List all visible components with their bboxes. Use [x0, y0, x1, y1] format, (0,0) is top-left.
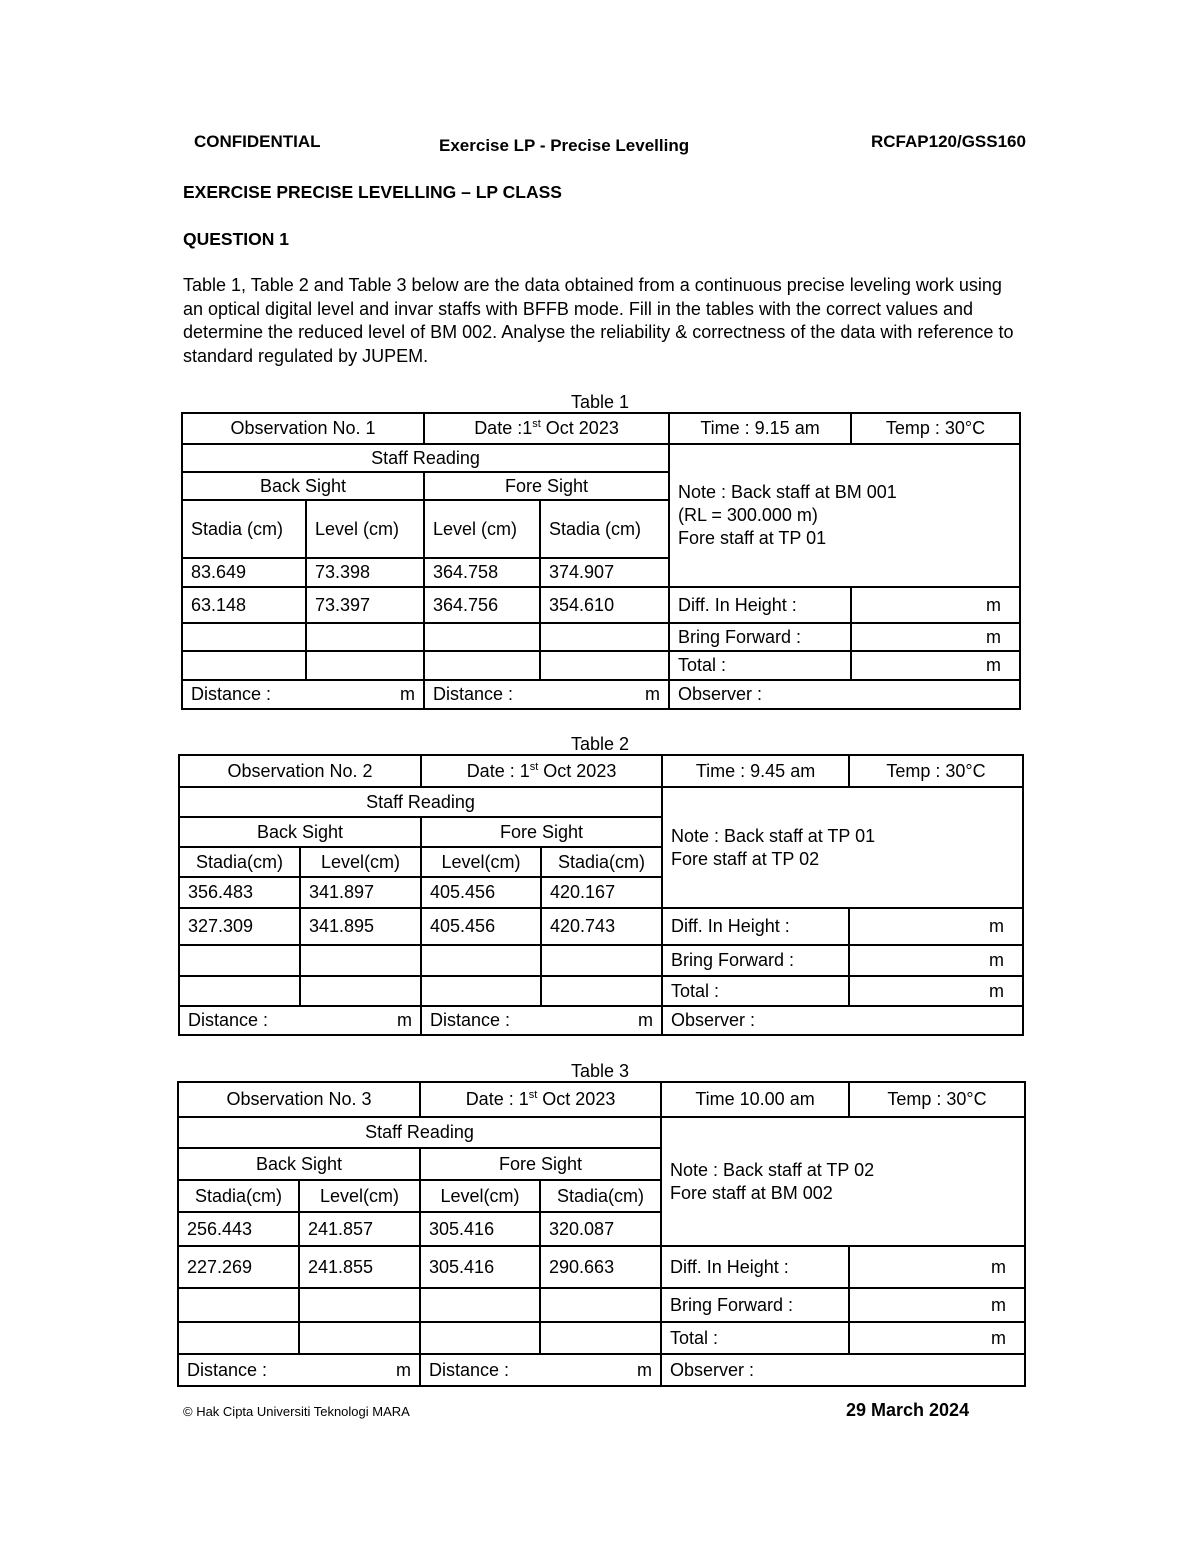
data-cell: 420.167 [541, 877, 662, 908]
note-line: Fore staff at TP 01 [678, 528, 827, 548]
empty-cell[interactable] [179, 976, 300, 1006]
data-cell: 420.743 [541, 908, 662, 945]
data-cell: 305.416 [420, 1246, 540, 1288]
bring-forward-label: Bring Forward : [661, 1288, 849, 1322]
data-cell: 354.610 [540, 587, 669, 623]
back-sight-header: Back Sight [179, 817, 421, 847]
back-distance-field[interactable]: Distance : m [178, 1354, 420, 1386]
table-row [179, 908, 1023, 945]
empty-cell[interactable] [306, 651, 424, 680]
fore-sight-header: Fore Sight [420, 1148, 661, 1180]
observer-field[interactable]: Observer : [661, 1354, 1025, 1386]
back-sight-header: Back Sight [182, 472, 424, 500]
observation-number: Observation No. 1 [182, 413, 424, 444]
empty-cell[interactable] [421, 976, 541, 1006]
table-3 [177, 1081, 1026, 1387]
empty-cell[interactable] [179, 945, 300, 976]
column-header: Level(cm) [421, 847, 541, 877]
empty-cell[interactable] [424, 623, 540, 651]
observation-number: Observation No. 3 [178, 1082, 420, 1117]
diff-in-height-label: Diff. In Height : [661, 1246, 849, 1288]
note-cell [661, 1117, 1025, 1246]
data-cell: 305.416 [420, 1212, 540, 1246]
column-header: Stadia (cm) [540, 500, 669, 558]
observation-time: Time 10.00 am [661, 1082, 849, 1117]
observation-time: Time : 9.45 am [662, 755, 849, 787]
data-cell: 364.756 [424, 587, 540, 623]
note-line: Note : Back staff at TP 01 [671, 825, 876, 846]
data-cell: 364.758 [424, 558, 540, 587]
table-1-caption: Table 1 [570, 392, 630, 412]
back-distance-field[interactable]: Distance : m [182, 680, 424, 709]
table-row [178, 1246, 1025, 1288]
table-2-caption: Table 2 [570, 734, 630, 754]
fore-distance-field[interactable]: Distance : m [424, 680, 669, 709]
data-cell: 241.857 [299, 1212, 420, 1246]
header-course-code: RCFAP120/GSS160 [871, 132, 1026, 151]
question-heading: QUESTION 1 [183, 229, 289, 249]
data-cell: 341.897 [300, 877, 421, 908]
total-label: Total : [669, 651, 851, 680]
empty-cell[interactable] [300, 976, 421, 1006]
empty-cell[interactable] [420, 1288, 540, 1322]
note-cell [662, 787, 1023, 908]
observation-temp: Temp : 30°C [849, 755, 1023, 787]
data-cell: 241.855 [299, 1246, 420, 1288]
observer-field[interactable]: Observer : [662, 1006, 1023, 1035]
bring-forward-field[interactable]: m [849, 1288, 1025, 1322]
empty-cell[interactable] [300, 945, 421, 976]
table-row [182, 587, 1020, 623]
diff-in-height-field[interactable]: m [849, 908, 1023, 945]
data-cell: 356.483 [179, 877, 300, 908]
empty-cell[interactable] [540, 1322, 661, 1354]
empty-cell[interactable] [299, 1288, 420, 1322]
data-cell: 320.087 [540, 1212, 661, 1246]
header-exercise-title: Exercise LP - Precise Levelling [439, 136, 690, 155]
column-header: Stadia(cm) [178, 1180, 299, 1212]
observation-number: Observation No. 2 [179, 755, 421, 787]
column-header: Level (cm) [306, 500, 424, 558]
note-line: (RL = 300.000 m) [678, 505, 818, 525]
data-cell: 63.148 [182, 587, 306, 623]
note-cell [669, 444, 1020, 587]
staff-reading-header: Staff Reading [179, 787, 662, 817]
empty-cell[interactable] [178, 1288, 299, 1322]
note-line: Fore staff at TP 02 [671, 848, 820, 869]
data-cell: 73.398 [306, 558, 424, 587]
data-cell: 405.456 [421, 877, 541, 908]
staff-reading-header: Staff Reading [182, 444, 669, 472]
fore-distance-field[interactable]: Distance : m [420, 1354, 661, 1386]
header-confidential: CONFIDENTIAL [194, 132, 321, 151]
empty-cell[interactable] [306, 623, 424, 651]
footer-date: 29 March 2024 [846, 1400, 970, 1420]
observation-temp: Temp : 30°C [851, 413, 1020, 444]
empty-cell[interactable] [540, 1288, 661, 1322]
column-header: Stadia (cm) [182, 500, 306, 558]
question-paragraph: Table 1, Table 2 and Table 3 below are the data obtained from a continuous precise leveling work using an optical digital level and invar staffs with BFFB mode. Fill in the tables with the correct values and determine the reduced level of BM 002. Analyse the reliability & correctness of the data with reference to standard regulated by JUPEM. [183, 275, 1014, 366]
column-header: Level(cm) [420, 1180, 540, 1212]
column-header: Stadia(cm) [541, 847, 662, 877]
empty-cell[interactable] [541, 945, 662, 976]
empty-cell[interactable] [182, 623, 306, 651]
bring-forward-label: Bring Forward : [662, 945, 849, 976]
total-field[interactable]: m [849, 976, 1023, 1006]
observation-temp: Temp : 30°C [849, 1082, 1025, 1117]
column-header: Stadia(cm) [179, 847, 300, 877]
footer-copyright: © Hak Cipta Universiti Teknologi MARA [183, 1404, 410, 1419]
bring-forward-label: Bring Forward : [669, 623, 851, 651]
total-label: Total : [661, 1322, 849, 1354]
data-cell: 341.895 [300, 908, 421, 945]
diff-in-height-field[interactable]: m [851, 587, 1020, 623]
document-title: EXERCISE PRECISE LEVELLING – LP CLASS [183, 182, 562, 202]
empty-cell[interactable] [182, 651, 306, 680]
diff-in-height-label: Diff. In Height : [662, 908, 849, 945]
data-cell: 290.663 [540, 1246, 661, 1288]
total-field[interactable]: m [849, 1322, 1025, 1354]
empty-cell[interactable] [299, 1322, 420, 1354]
back-distance-field[interactable]: Distance : m [179, 1006, 421, 1035]
observer-field[interactable]: Observer : [669, 680, 1020, 709]
empty-cell[interactable] [424, 651, 540, 680]
total-label: Total : [662, 976, 849, 1006]
diff-in-height-field[interactable]: m [849, 1246, 1025, 1288]
empty-cell[interactable] [540, 651, 669, 680]
empty-cell[interactable] [421, 945, 541, 976]
column-header: Level(cm) [299, 1180, 420, 1212]
bring-forward-field[interactable]: m [851, 623, 1020, 651]
observation-date: Date :1st Oct 2023 [424, 413, 669, 444]
staff-reading-header: Staff Reading [178, 1117, 661, 1148]
column-header: Level(cm) [300, 847, 421, 877]
fore-distance-field[interactable]: Distance : m [421, 1006, 662, 1035]
total-field[interactable]: m [851, 651, 1020, 680]
fore-sight-header: Fore Sight [424, 472, 669, 500]
observation-time: Time : 9.15 am [669, 413, 851, 444]
note-line: Note : Back staff at TP 02 [670, 1159, 875, 1180]
observation-date: Date : 1st Oct 2023 [421, 755, 662, 787]
table-3-caption: Table 3 [570, 1061, 630, 1081]
note-line: Note : Back staff at BM 001 [678, 482, 897, 502]
column-header: Level (cm) [424, 500, 540, 558]
fore-sight-header: Fore Sight [421, 817, 662, 847]
data-cell: 327.309 [179, 908, 300, 945]
data-cell: 256.443 [178, 1212, 299, 1246]
empty-cell[interactable] [178, 1322, 299, 1354]
empty-cell[interactable] [540, 623, 669, 651]
diff-in-height-label: Diff. In Height : [669, 587, 851, 623]
data-cell: 83.649 [182, 558, 306, 587]
data-cell: 227.269 [178, 1246, 299, 1288]
back-sight-header: Back Sight [178, 1148, 420, 1180]
data-cell: 73.397 [306, 587, 424, 623]
observation-date: Date : 1st Oct 2023 [420, 1082, 661, 1117]
table-2 [178, 754, 1024, 1036]
bring-forward-field[interactable]: m [849, 945, 1023, 976]
empty-cell[interactable] [420, 1322, 540, 1354]
data-cell: 405.456 [421, 908, 541, 945]
column-header: Stadia(cm) [540, 1180, 661, 1212]
empty-cell[interactable] [541, 976, 662, 1006]
table-1 [181, 412, 1021, 710]
note-line: Fore staff at BM 002 [670, 1182, 833, 1203]
data-cell: 374.907 [540, 558, 669, 587]
